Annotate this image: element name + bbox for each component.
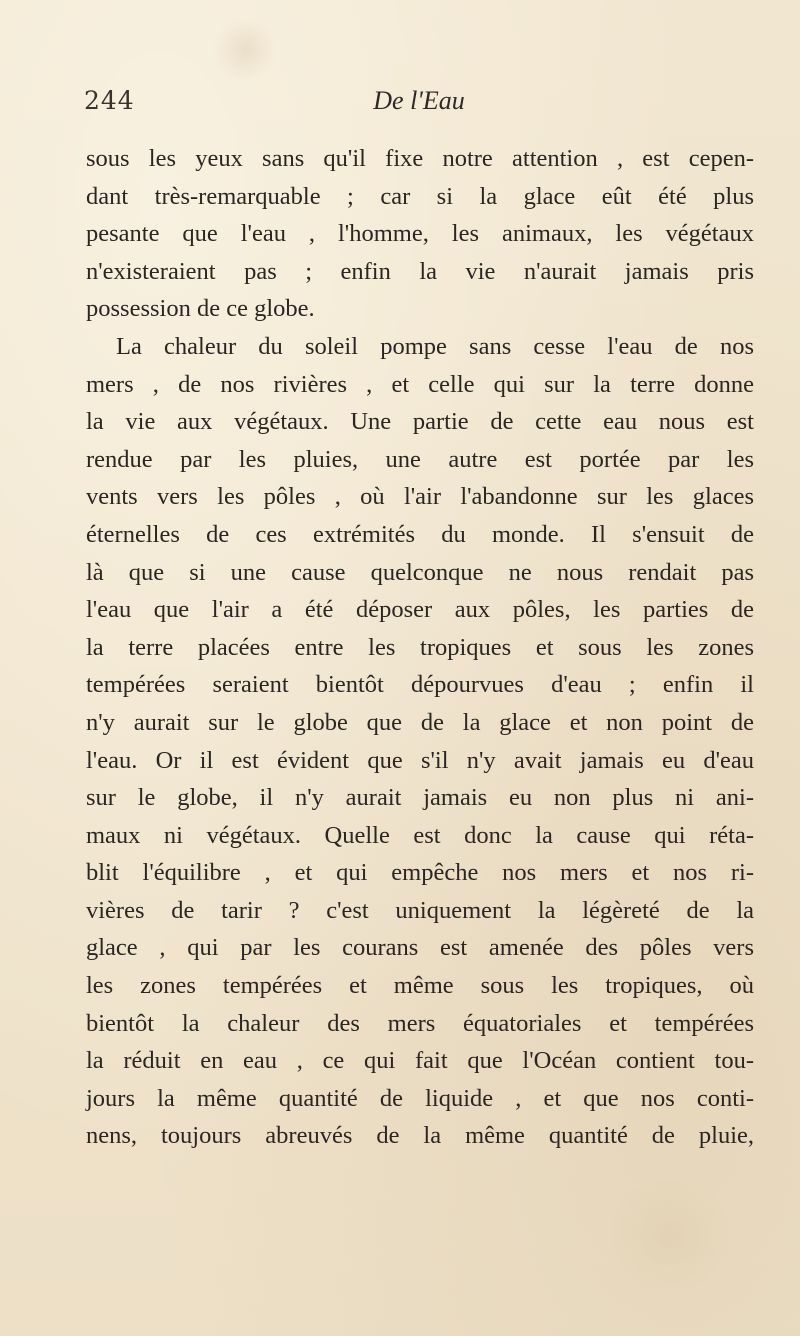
paper-stain xyxy=(600,1180,740,1290)
text-line: bientôt la chaleur des mers équatoriales et tempérées xyxy=(86,1009,754,1037)
text-line: possession de ce globe. xyxy=(86,295,315,323)
text-line: la terre placées entre les tropiques et sous les zones xyxy=(86,633,754,661)
text-line: la réduit en eau , ce qui fait que l'Océan contient tou- xyxy=(86,1047,754,1075)
text-line: sur le globe, il n'y aurait jamais eu non plus ni ani- xyxy=(86,784,754,812)
text-line: vières de tarir ? c'est uniquement la légèreté de la xyxy=(86,896,754,924)
body-text xyxy=(86,140,754,1155)
text-line: dant très-remarquable ; car si la glace eût été plus xyxy=(86,182,754,210)
text-line: pesante que l'eau , l'homme, les animaux, les végétaux xyxy=(86,220,754,248)
text-line: maux ni végétaux. Quelle est donc la cause qui réta- xyxy=(86,821,754,849)
text-line: l'eau que l'air a été déposer aux pôles, les parties de xyxy=(86,596,754,624)
text-line: éternelles de ces extrémités du monde. Il s'ensuit de xyxy=(86,520,754,548)
text-line: nens, toujours abreuvés de la même quantité de pluie, xyxy=(86,1122,754,1150)
text-line: les zones tempérées et même sous les tropiques, où xyxy=(86,972,754,1000)
text-line: sous les yeux sans qu'il fixe notre attention , est cepen- xyxy=(86,145,754,172)
text-line: n'y aurait sur le globe que de la glace et non point de xyxy=(86,708,754,736)
running-title: De l'Eau xyxy=(373,86,465,115)
text-line: blit l'équilibre , et qui empêche nos mers et nos ri- xyxy=(86,859,754,887)
text-line: mers , de nos rivières , et celle qui sur la terre donne xyxy=(86,370,754,398)
text-line: jours la même quantité de liquide , et que nos conti- xyxy=(86,1084,754,1112)
text-line: la vie aux végétaux. Une partie de cette eau nous est xyxy=(86,408,754,436)
text-line: n'existeraient pas ; enfin la vie n'aurait jamais pris xyxy=(86,257,754,285)
page-number: 244 xyxy=(84,86,135,115)
text-line: rendue par les pluies, une autre est portée par les xyxy=(86,445,754,473)
text-line: La chaleur du soleil pompe sans cesse l'eau de nos xyxy=(116,332,754,360)
text-line: vents vers les pôles , où l'air l'abandonne sur les glaces xyxy=(86,483,754,511)
paper-stain xyxy=(210,20,280,80)
text-line: glace , qui par les courans est amenée des pôles vers xyxy=(86,934,754,962)
text-line: tempérées seraient bientôt dépourvues d'eau ; enfin il xyxy=(86,671,754,699)
text-line: l'eau. Or il est évident que s'il n'y avait jamais eu d'eau xyxy=(86,746,754,774)
page-header xyxy=(84,86,754,126)
text-line: là que si une cause quelconque ne nous rendait pas xyxy=(86,558,754,586)
